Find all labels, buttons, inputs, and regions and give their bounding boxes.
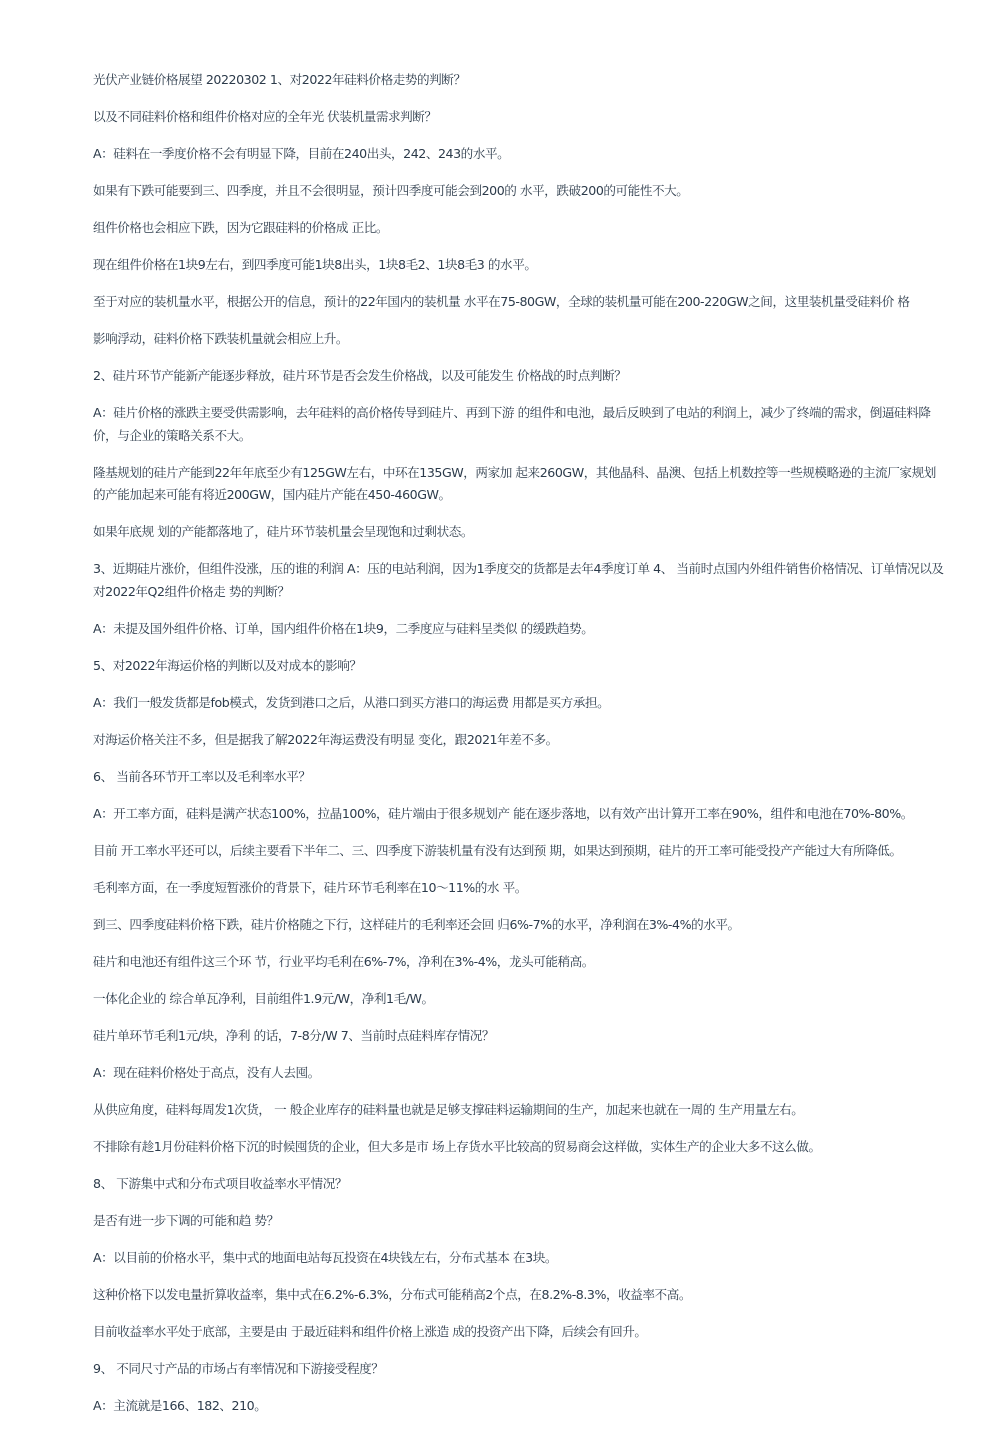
paragraph: 光伏产业链价格展望 20220302 1、对2022年硅料价格走势的判断？	[93, 72, 466, 87]
paragraph: 现在组件价格在1块9左右，到四季度可能1块8出头，1块8毛2、1块8毛3 的水平。	[93, 257, 537, 272]
question-heading: 5、对2022年海运价格的判断以及对成本的影响？	[93, 657, 362, 673]
paragraph: 是否有进一步下调的可能和趋 势？	[93, 1212, 279, 1228]
paragraph: 到三、四季度硅料价格下跌，硅片价格随之下行，这样硅片的毛利率还会回 归6%-7%的水平，净利润在3%-4%的水平。	[93, 916, 740, 932]
paragraph: 影响浮动，硅料价格下跌装机量就会相应上升。	[93, 331, 349, 346]
paragraph: A：未提及国外组件价格、订单，国内组件价格在1块9，二季度应与硅料呈类似 的缓跌趋势。	[93, 620, 594, 636]
paragraph: 硅片和电池还有组件这三个环 节，行业平均毛利在6%-7%，净利在3%-4%，龙头可能稍高。	[93, 953, 594, 969]
paragraph: 毛利率方面，在一季度短暂涨价的背景下，硅片环节毛利率在10～11%的水 平。	[93, 879, 527, 895]
paragraph: 目前 开工率水平还可以，后续主要看下半年二、三、四季度下游装机量有没有达到预 期，如果达到预期，硅片的开工率可能受投产产能过大有所降低。	[93, 842, 902, 858]
paragraph: 硅片单环节毛利1元/块，净利 的话，7-8分/W 7、当前时点硅料库存情况？	[93, 1027, 495, 1043]
question-heading: 3、近期硅片涨价，但组件没涨，压的谁的利润 A：压的电站利润，因为1季度交的货都是去年4季度订单 4、 当前时点国内外组件销售价格情况、订单情况以及对2022年Q2组件价格走 势的判断？	[93, 561, 944, 599]
paragraph: A：硅片价格的涨跌主要受供需影响，去年硅料的高价格传导到硅片、再到下游 的组件和电池，最后反映到了电站的利润上，减少了终端的需求，倒逼硅料降 价，与企业的策略关系不大。	[93, 405, 931, 443]
document-body	[93, 69, 945, 1432]
paragraph: 如果有下跌可能要到三、四季度，并且不会很明显，预计四季度可能会到200的 水平，跌破200的可能性不大。	[93, 183, 689, 198]
paragraph: 组件价格也会相应下跌，因为它跟硅料的价格成 正比。	[93, 220, 389, 235]
question-heading: 6、 当前各环节开工率以及毛利率水平？	[93, 768, 311, 784]
paragraph: 对海运价格关注不多，但是据我了解2022年海运费没有明显 变化，跟2021年差不多。	[93, 731, 558, 747]
paragraph: A：现在硅料价格处于高点，没有人去囤。	[93, 1064, 320, 1080]
paragraph: 隆基规划的硅片产能到22年年底至少有125GW左右，中环在135GW，两家加 起来260GW，其他晶科、晶澳、包括上机数控等一些规模略逊的主流厂家规划 的产能加起来可能有将近200GW，国内硅片产能在450-460GW。	[93, 464, 936, 502]
paragraph: 至于对应的装机量水平，根据公开的信息，预计的22年国内的装机量 水平在75-80GW，全球的装机量可能在200-220GW之间，这里装机量受硅料价 格	[93, 294, 910, 309]
question-heading: 8、 下游集中式和分布式项目收益率水平情况？	[93, 1175, 347, 1191]
question-heading: 9、 不同尺寸产品的市场占有率情况和下游接受程度？	[93, 1360, 384, 1376]
paragraph: 从供应角度，硅料每周发1次货， 一 般企业库存的硅料量也就是足够支撑硅料运输期间的生产，加起来也就在一周的 生产用量左右。	[93, 1101, 804, 1117]
paragraph: 一体化企业的 综合单瓦净利，目前组件1.9元/W，净利1毛/W。	[93, 990, 434, 1006]
paragraph: A：主流就是166、182、210。	[93, 1397, 267, 1413]
paragraph: A：硅料在一季度价格不会有明显下降，目前在240出头，242、243的水平。	[93, 146, 510, 161]
paragraph: A：以目前的价格水平，集中式的地面电站每瓦投资在4块钱左右，分布式基本 在3块。	[93, 1249, 558, 1265]
paragraph: 目前收益率水平处于底部，主要是由 于最近硅料和组件价格上涨造 成的投资产出下降，后续会有回升。	[93, 1323, 647, 1339]
paragraph: 以及不同硅料价格和组件价格对应的全年光 伏装机量需求判断？	[93, 109, 437, 124]
paragraph: 如果年底规 划的产能都落地了，硅片环节装机量会呈现饱和过剩状态。	[93, 524, 474, 539]
paragraph: A：开工率方面，硅料是满产状态100%，拉晶100%，硅片端由于很多规划产 能在逐步落地，以有效产出计算开工率在90%，组件和电池在70%-80%。	[93, 805, 913, 821]
paragraph: 不排除有趁1月份硅料价格下沉的时候囤货的企业，但大多是市 场上存货水平比较高的贸易商会这样做，实体生产的企业大多不这么做。	[93, 1138, 821, 1154]
question-heading: 2、硅片环节产能新产能逐步释放，硅片环节是否会发生价格战，以及可能发生 价格战的时点判断？	[93, 368, 627, 383]
paragraph: 这种价格下以发电量折算收益率，集中式在6.2%-6.3%，分布式可能稍高2个点，在8.2%-8.3%，收益率不高。	[93, 1286, 691, 1302]
paragraph: A：我们一般发货都是fob模式，发货到港口之后，从港口到买方港口的海运费 用都是买方承担。	[93, 694, 610, 710]
